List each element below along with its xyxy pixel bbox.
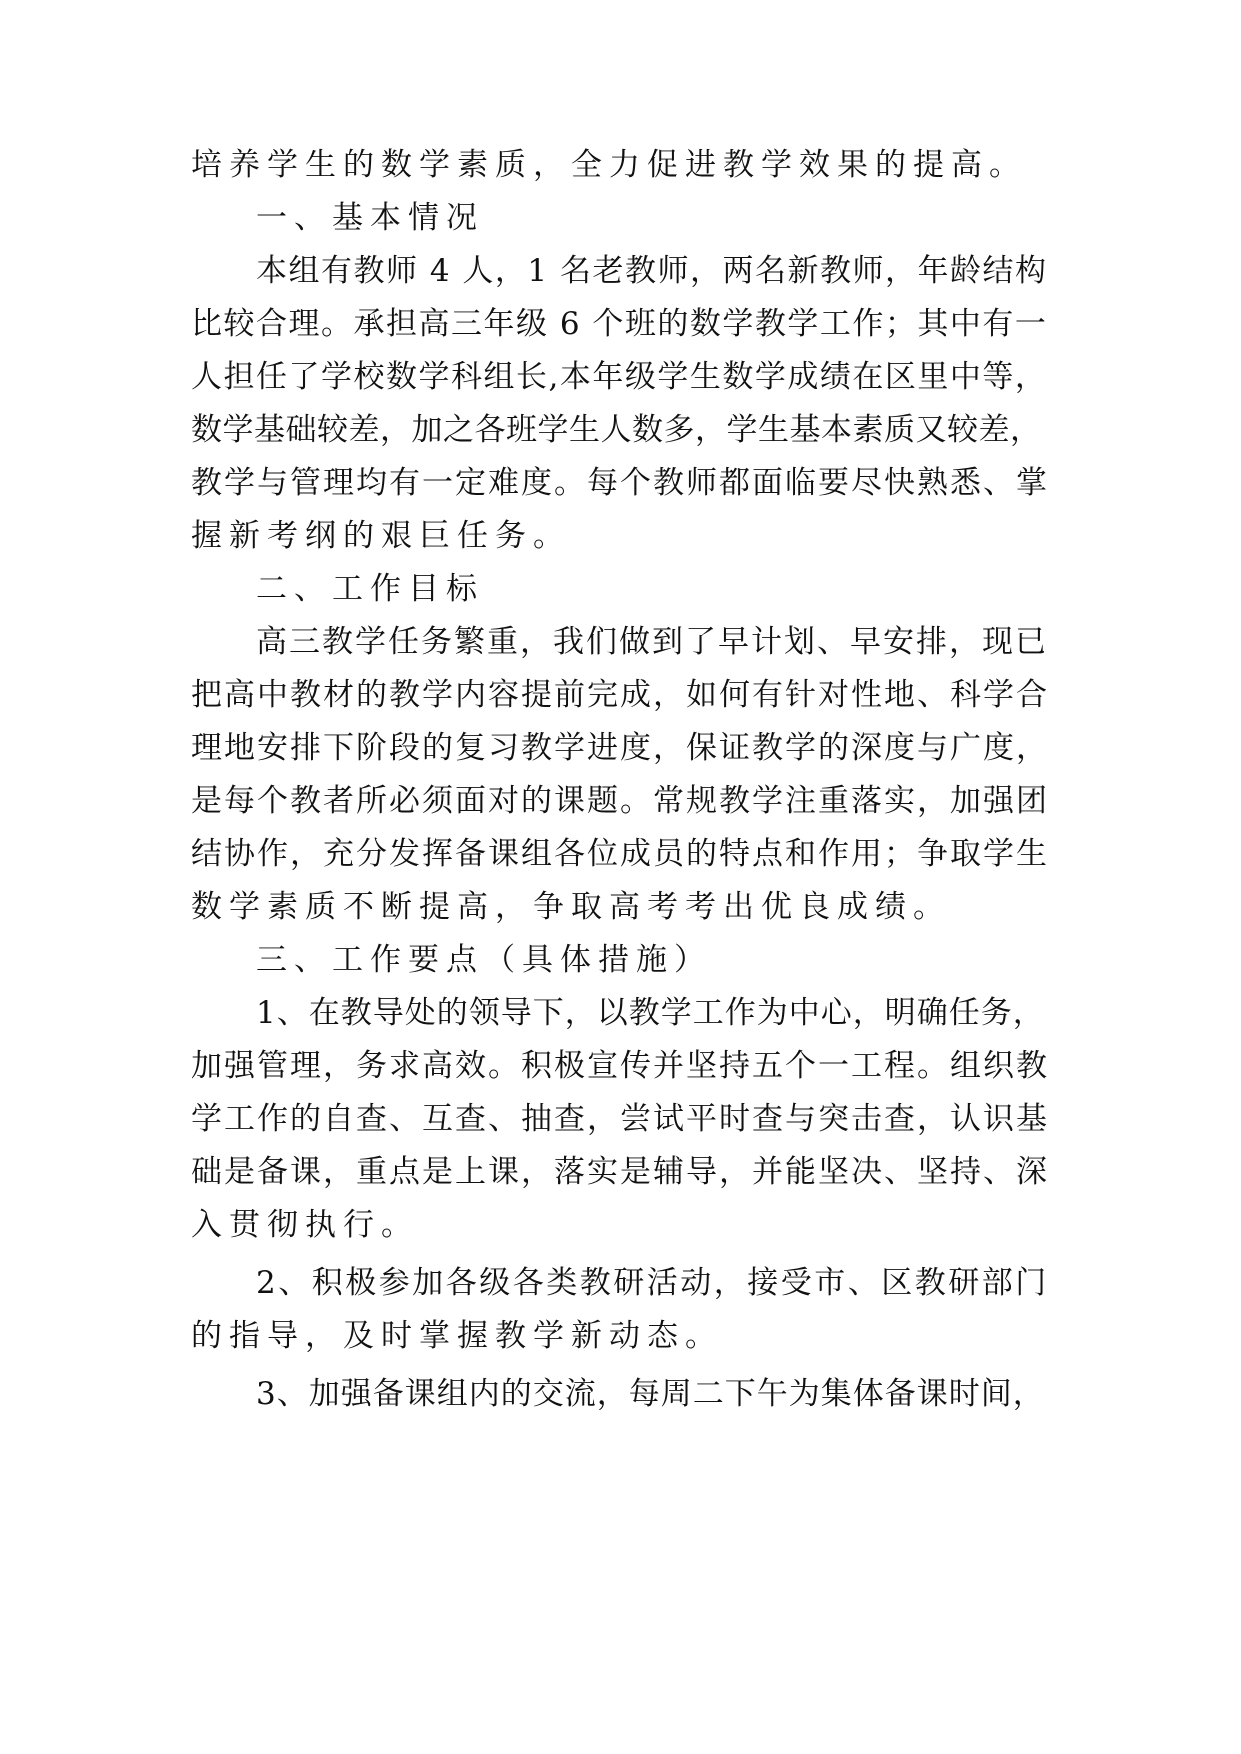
text-line: 本组有教师 4 人，1 名老教师，两名新教师，年龄结构 bbox=[256, 253, 1048, 289]
section-heading: 三、工作要点（具体措施） bbox=[256, 942, 712, 978]
text-line: 础是备课，重点是上课，落实是辅导，并能坚决、坚持、深 bbox=[191, 1154, 1049, 1190]
text-line: 理地安排下阶段的复习教学进度，保证教学的深度与广度， bbox=[191, 730, 1049, 766]
text-line: 入贯彻执行。 bbox=[191, 1207, 419, 1243]
text-line: 教学与管理均有一定难度。每个教师都面临要尽快熟悉、掌 bbox=[191, 465, 1049, 501]
text-line: 是每个教者所必须面对的课题。常规教学注重落实，加强团 bbox=[191, 783, 1049, 819]
text-line: 加强管理，务求高效。积极宣传并坚持五个一工程。组织教 bbox=[191, 1048, 1049, 1084]
text-line: 比较合理。承担高三年级 6 个班的数学教学工作；其中有一 bbox=[191, 306, 1048, 342]
text-line: 数学素质不断提高，争取高考考出优良成绩。 bbox=[191, 889, 951, 925]
section-heading: 一、基本情况 bbox=[256, 200, 484, 236]
text-line: 数学基础较差，加之各班学生人数多，学生基本素质又较差， bbox=[191, 412, 1042, 448]
text-line: 培养学生的数学素质，全力促进教学效果的提高。 bbox=[191, 147, 1027, 183]
text-line: 的指导，及时掌握教学新动态。 bbox=[191, 1318, 723, 1354]
text-line: 2、积极参加各级各类教研活动，接受市、区教研部门 bbox=[256, 1265, 1049, 1301]
text-line: 结协作，充分发挥备课组各位成员的特点和作用；争取学生 bbox=[191, 836, 1049, 872]
text-line: 学工作的自查、互查、抽查，尝试平时查与突击查，认识基 bbox=[191, 1101, 1049, 1137]
text-line: 3、加强备课组内的交流，每周二下午为集体备课时间， bbox=[256, 1376, 1045, 1412]
text-line: 高三教学任务繁重，我们做到了早计划、早安排，现已 bbox=[256, 624, 1048, 660]
text-line: 握新考纲的艰巨任务。 bbox=[191, 518, 571, 554]
text-line: 把高中教材的教学内容提前完成，如何有针对性地、科学合 bbox=[191, 677, 1049, 713]
text-line: 人担任了学校数学科组长,本年级学生数学成绩在区里中等， bbox=[191, 359, 1048, 395]
section-heading: 二、工作目标 bbox=[256, 571, 484, 607]
text-line: 1、在教导处的领导下，以教学工作为中心，明确任务， bbox=[256, 995, 1045, 1031]
